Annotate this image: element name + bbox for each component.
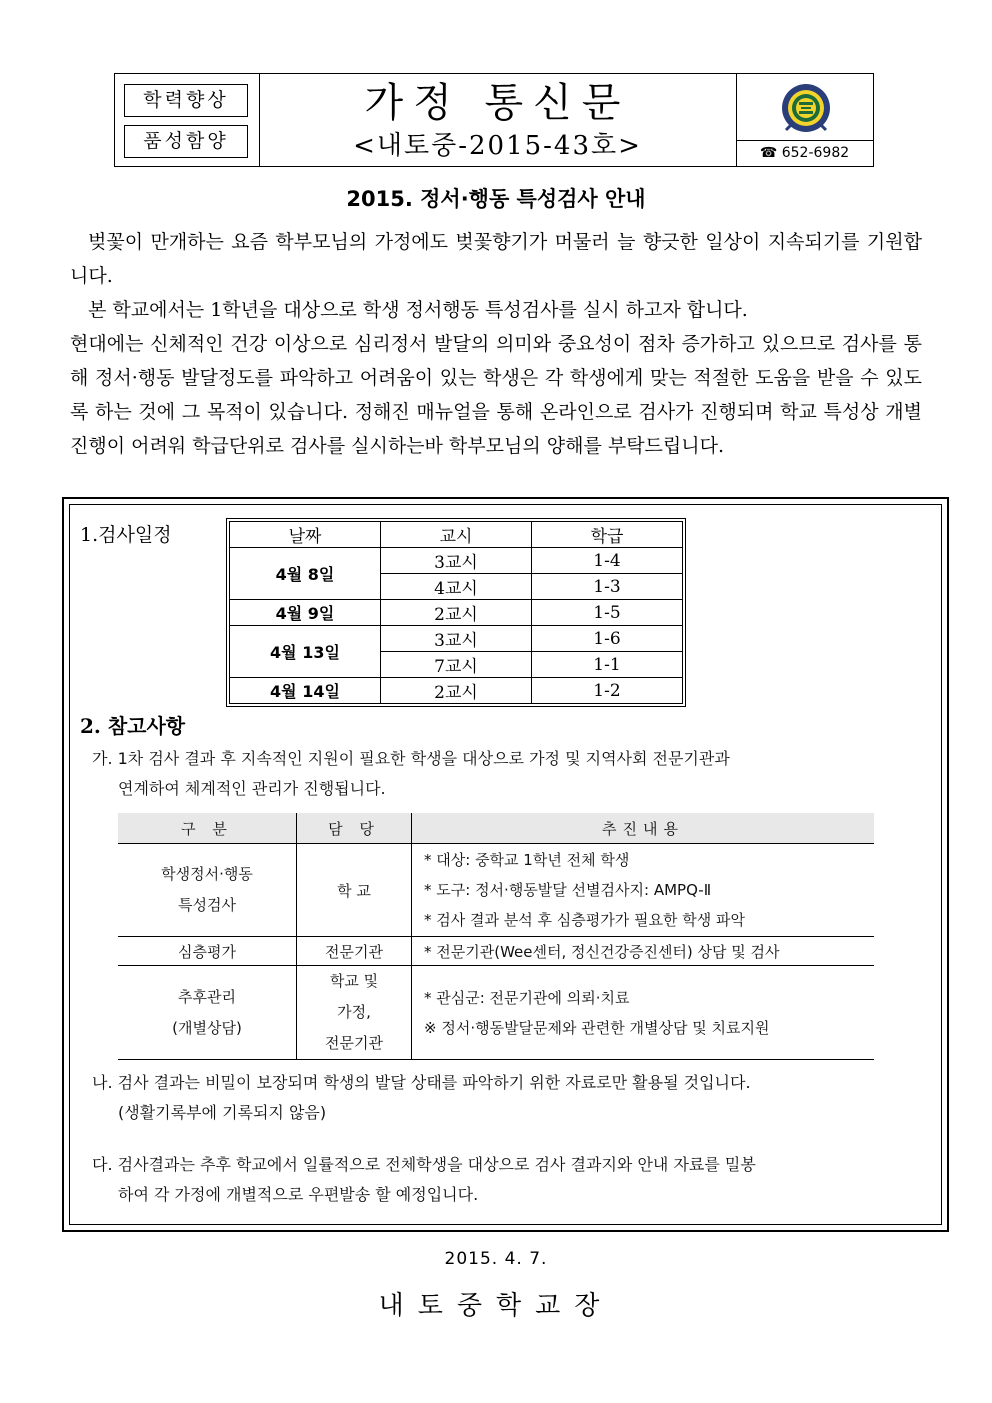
motto-character: 품성함양: [124, 125, 248, 158]
management-row: [118, 844, 874, 937]
phone-number: ☎ 652-6982: [736, 140, 873, 166]
management-row: [118, 966, 874, 1060]
note-ga-line1: 가. 1차 검사 결과 후 지속적인 지원이 필요한 학생을 대상으로 가정 및 지역사회 전문기관과: [92, 749, 730, 768]
management-header-owner: 담 당: [297, 813, 412, 844]
schedule-period: 3교시: [381, 548, 532, 574]
management-content: [412, 966, 875, 1060]
schedule-row: [230, 600, 683, 626]
management-category: [118, 844, 297, 937]
schedule-header-class: 학급: [532, 522, 683, 548]
schedule-class: 1-6: [532, 626, 683, 652]
schedule-period: 3교시: [381, 626, 532, 652]
management-category: 심층평가: [118, 937, 297, 966]
content-item: * 관심군: 전문기관에 의뢰·치료: [424, 988, 630, 1007]
schedule-period: 4교시: [381, 574, 532, 600]
note-ga-line2: 연계하여 체계적인 관리가 진행됩니다.: [118, 779, 386, 798]
schedule-class: 1-3: [532, 574, 683, 600]
intro-paragraph-1: 벚꽃이 만개하는 요즘 학부모님의 가정에도 벚꽃향기가 머물러 늘 향긋한 일상이 지속되기를 기원합니다.: [70, 231, 922, 287]
owner-line: 전문기관: [325, 1034, 383, 1052]
category-line: 추후관리: [178, 987, 236, 1006]
management-content: * 전문기관(Wee센터, 정신건강증진센터) 상담 및 검사: [412, 937, 875, 966]
category-line: (개별상담): [172, 1018, 242, 1037]
content-item: * 도구: 정서·행동발달 선별검사지: AMPQ-Ⅱ: [424, 881, 712, 899]
note-da-line2: 하여 각 가정에 개별적으로 우편발송 할 예정입니다.: [118, 1185, 479, 1204]
management-table: [118, 813, 874, 1060]
schedule-row: [230, 626, 683, 652]
schedule-class: 1-1: [532, 652, 683, 678]
schedule-table-wrap: [226, 518, 686, 707]
schedule-period: 2교시: [381, 678, 532, 704]
management-owner: [297, 966, 412, 1060]
motto-cell: [115, 74, 260, 166]
category-line: 특성검사: [178, 896, 236, 914]
schedule-date: 4월 13일: [230, 626, 381, 678]
management-owner: 전문기관: [297, 937, 412, 966]
owner-line: 가정,: [337, 1003, 371, 1021]
note-na-line1: 나. 검사 결과는 비밀이 보장되며 학생의 발달 상태를 파악하기 위한 자료로만 활용될 것입니다.: [92, 1073, 751, 1092]
school-emblem-icon: [780, 80, 832, 138]
management-category: [118, 966, 297, 1060]
schedule-title: 1.검사일정: [80, 524, 172, 546]
intro-text: [70, 225, 922, 463]
owner-line: 학교 및: [329, 972, 379, 990]
content-item: * 대상: 중학교 1학년 전체 학생: [424, 851, 630, 869]
content-item: ※ 정서·행동발달문제와 관련한 개별상담 및 치료지원: [424, 1018, 770, 1037]
emblem-cell: [736, 74, 873, 166]
schedule-table: [229, 521, 683, 704]
schedule-header-row: [230, 522, 683, 548]
note-da-line1: 다. 검사결과는 추후 학교에서 일률적으로 전체학생을 대상으로 검사 결과지와 안내 자료를 밀봉: [92, 1155, 756, 1174]
note-na: [92, 1068, 922, 1128]
category-line: 학생정서·행동: [161, 865, 253, 883]
issue-number: <내토중-2015-43호>: [353, 131, 642, 161]
schedule-period: 7교시: [381, 652, 532, 678]
management-owner: 학 교: [297, 844, 412, 937]
schedule-row: [230, 678, 683, 704]
schedule-class: 1-2: [532, 678, 683, 704]
newsletter-title: 가정 통신문: [364, 80, 631, 126]
newsletter-header: [114, 73, 874, 167]
motto-academic: 학력향상: [124, 84, 248, 117]
title-cell: [259, 74, 737, 166]
schedule-class: 1-5: [532, 600, 683, 626]
schedule-header-period: 교시: [381, 522, 532, 548]
note-ga: [92, 744, 922, 804]
schedule-header-date: 날짜: [230, 522, 381, 548]
schedule-class: 1-4: [532, 548, 683, 574]
management-header-row: [118, 813, 874, 844]
schedule-row: [230, 548, 683, 574]
notes-title: 2. 참고사항: [80, 714, 186, 738]
management-header-category: 구 분: [118, 813, 297, 844]
content-item: * 검사 결과 분석 후 심층평가가 필요한 학생 파악: [424, 911, 745, 929]
intro-paragraph-3: 현대에는 신체적인 건강 이상으로 심리정서 발달의 의미와 중요성이 점차 증가하고 있으므로 검사를 통해 정서·행동 발달정도를 파악하고 어려움이 있는 학생은 각 학생에게 맞는 적절한 도움을 받을 수 있도록 하는 것에 그 목적이 있습니다. 정해진 매뉴얼을 통해 온라인으로 검사가 진행되며 학교 특성상 개별 진행이 어려워 학급단위로 검사를 실시하는바 학부모님의 양해를 부탁드립니다.: [70, 333, 922, 457]
issue-date: 2015. 4. 7.: [444, 1249, 548, 1269]
note-da: [92, 1150, 922, 1210]
intro-paragraph-2: 본 학교에서는 1학년을 대상으로 학생 정서행동 특성검사를 실시 하고자 합니다.: [88, 299, 748, 321]
management-row: [118, 937, 874, 966]
note-na-line2: (생활기록부에 기록되지 않음): [118, 1103, 327, 1122]
page-heading: 2015. 정서·행동 특성검사 안내: [346, 187, 646, 211]
schedule-period: 2교시: [381, 600, 532, 626]
management-content: [412, 844, 875, 937]
schedule-date: 4월 8일: [230, 548, 381, 600]
management-header-content: 추진내용: [412, 813, 875, 844]
schedule-date: 4월 9일: [230, 600, 381, 626]
principal-signature: 내토중학교장: [378, 1291, 614, 1321]
schedule-date: 4월 14일: [230, 678, 381, 704]
